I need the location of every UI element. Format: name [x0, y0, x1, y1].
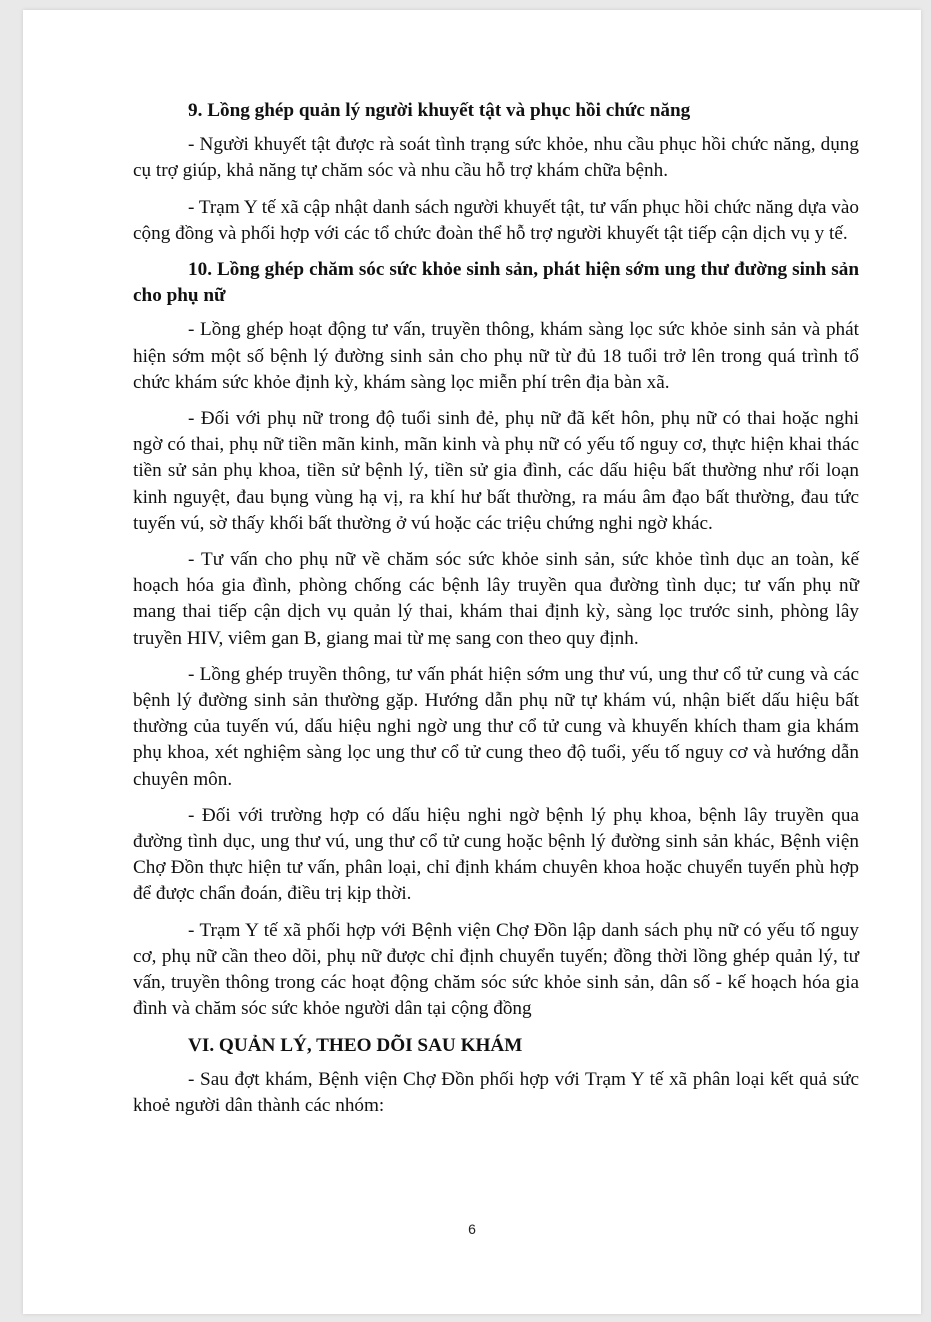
page-number: 6 [468, 1221, 476, 1237]
paragraph: - Tư vấn cho phụ nữ về chăm sóc sức khỏe sinh sản, sức khỏe tình dục an toàn, kế hoạch hóa gia đình, phòng chống các bệnh lây truyền qua đường tình dục; tư vấn phụ nữ mang thai tiếp cận dịch vụ quản lý thai, khám thai định kỳ, sàng lọc trước sinh, phòng lây truyền HIV, viêm gan B, giang mai từ mẹ sang con theo quy định. [133, 549, 859, 649]
section-10 [133, 257, 859, 1022]
section-heading: 9. Lồng ghép quản lý người khuyết tật và phục hồi chức năng [188, 100, 691, 121]
section-vi [133, 1033, 859, 1120]
paragraph: - Sau đợt khám, Bệnh viện Chợ Đồn phối hợp với Trạm Y tế xã phân loại kết quả sức khoẻ người dân thành các nhóm: [133, 1068, 859, 1116]
paragraph: - Lồng ghép hoạt động tư vấn, truyền thông, khám sàng lọc sức khỏe sinh sản và phát hiện sớm một số bệnh lý đường sinh sản cho phụ nữ từ đủ 18 tuổi trở lên trong quá trình tổ chức khám sức khỏe định kỳ, khám sàng lọc miễn phí trên địa bàn xã. [133, 319, 859, 393]
paragraph: - Trạm Y tế xã phối hợp với Bệnh viện Chợ Đồn lập danh sách phụ nữ có yếu tố nguy cơ, phụ nữ cần theo dõi, phụ nữ được chỉ định chuyển tuyến; đồng thời lồng ghép quản lý, tư vấn, truyền thông trong các hoạt động chăm sóc sức khỏe sinh sản, dân số - kế hoạch hóa gia đình và chăm sóc sức khỏe người dân tại cộng đồng [133, 919, 859, 1020]
document-body [133, 98, 859, 1129]
document-page [23, 10, 921, 1314]
section-heading: 10. Lồng ghép chăm sóc sức khỏe sinh sản, phát hiện sớm ung thư đường sinh sản cho phụ nữ [133, 259, 859, 307]
paragraph: - Trạm Y tế xã cập nhật danh sách người khuyết tật, tư vấn phục hồi chức năng dựa vào cộng đồng và phối hợp với các tổ chức đoàn thể hỗ trợ người khuyết tật tiếp cận dịch vụ y tế. [133, 196, 859, 244]
paragraph: - Người khuyết tật được rà soát tình trạng sức khỏe, nhu cầu phục hồi chức năng, dụng cụ trợ giúp, khả năng tự chăm sóc và nhu cầu hỗ trợ khám chữa bệnh. [133, 134, 859, 182]
section-9 [133, 98, 859, 247]
paragraph: - Đối với phụ nữ trong độ tuổi sinh đẻ, phụ nữ đã kết hôn, phụ nữ có thai hoặc nghi ngờ có thai, phụ nữ tiền mãn kinh, mãn kinh và phụ nữ có yếu tố nguy cơ, thực hiện khai thác tiền sử sản phụ khoa, tiền sử bệnh lý, tiền sử gia đình, các dấu hiệu bất thường như rối loạn kinh nguyệt, đau bụng vùng hạ vị, ra khí hư bất thường, ra máu âm đạo bất thường, đau tức tuyến vú, sờ thấy khối bất thường ở vú hoặc các triệu chứng nghi ngờ khác. [133, 408, 859, 534]
section-heading: VI. QUẢN LÝ, THEO DÕI SAU KHÁM [188, 1034, 523, 1056]
paragraph: - Đối với trường hợp có dấu hiệu nghi ngờ bệnh lý phụ khoa, bệnh lây truyền qua đường tình dục, ung thư vú, ung thư cổ tử cung hoặc bệnh lý đường sinh sản khác, Bệnh viện Chợ Đồn thực hiện tư vấn, phân loại, chỉ định khám chuyên khoa hoặc chuyển tuyến phù hợp để được chẩn đoán, điều trị kịp thời. [133, 804, 859, 905]
paragraph: - Lồng ghép truyền thông, tư vấn phát hiện sớm ung thư vú, ung thư cổ tử cung và các bệnh lý đường sinh sản thường gặp. Hướng dẫn phụ nữ tự khám vú, nhận biết dấu hiệu bất thường của tuyến vú, dấu hiệu nghi ngờ ung thư cổ tử cung và khuyến khích tham gia khám phụ khoa, xét nghiệm sàng lọc ung thư cổ tử cung theo độ tuổi, yếu tố nguy cơ và hướng dẫn chuyên môn. [133, 663, 859, 790]
